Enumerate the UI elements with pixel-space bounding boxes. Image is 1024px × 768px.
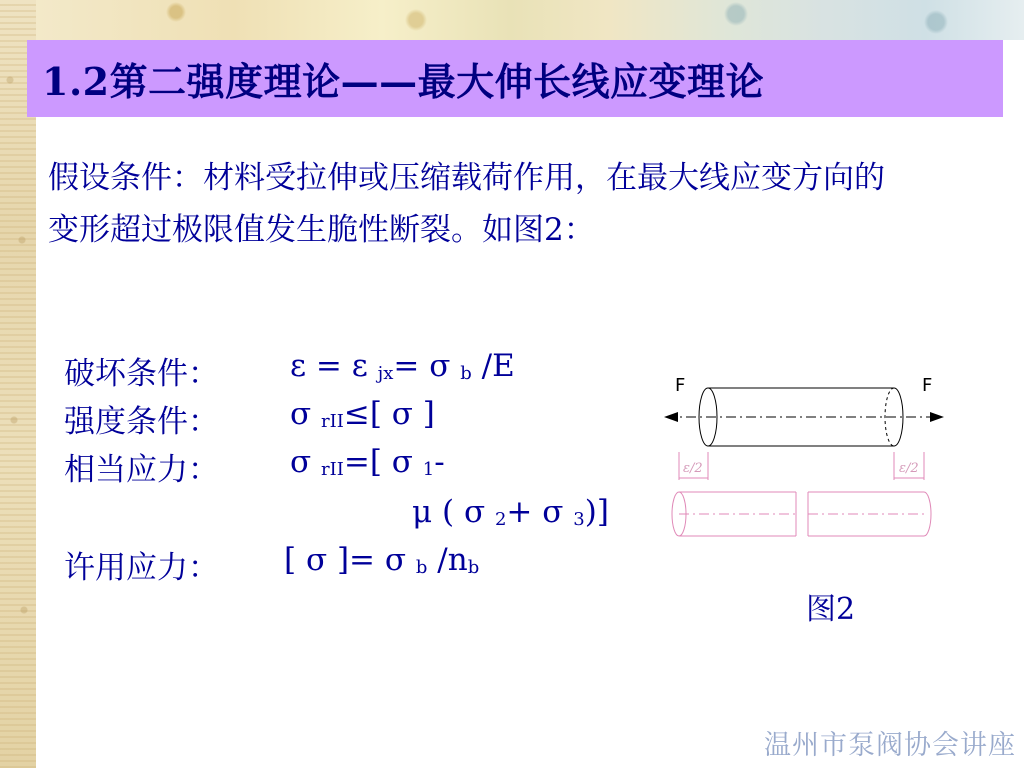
allowable-stress-formula — [284, 542, 479, 578]
figure-caption: 图2 — [806, 592, 856, 627]
formula-text: σ — [290, 444, 322, 480]
formula-subscript: b — [467, 557, 480, 578]
formula-subscript: b — [460, 363, 472, 384]
formula-text: =[ σ — [343, 444, 423, 480]
formula-text: ε = ε — [290, 348, 378, 384]
tension-specimen-figure — [662, 370, 962, 545]
strain-label-right: ε/2 — [899, 461, 919, 476]
footer-text: 温州市泵阀协会讲座 — [764, 730, 1016, 761]
formula-text: /E — [471, 348, 515, 384]
strain-marker-right — [894, 452, 924, 480]
fractured-specimen — [672, 492, 931, 536]
formula-text: - — [434, 444, 445, 480]
formula-text: μ ( σ — [412, 494, 495, 530]
equivalent-stress-formula — [290, 444, 445, 480]
formula-text: )] — [584, 494, 609, 530]
failure-condition-formula — [290, 348, 515, 384]
strain-marker-left — [679, 452, 708, 480]
strength-condition-label: 强度条件： — [64, 404, 219, 440]
strength-condition-formula — [290, 396, 435, 432]
force-label-right: F — [922, 375, 933, 396]
formula-text: ≤[ σ ] — [343, 396, 435, 432]
equivalent-stress-formula-continued — [412, 494, 609, 530]
hypothesis-paragraph: 假设条件：材料受拉伸或压缩载荷作用，在最大线应变方向的变形超过极限值发生脆性断裂。如图2： — [48, 160, 885, 248]
equivalent-stress-label: 相当应力： — [64, 452, 219, 488]
failure-condition-label: 破坏条件： — [64, 356, 219, 392]
formula-subscript: rII — [321, 411, 344, 432]
arrow-right-icon — [930, 412, 944, 422]
formula-subscript: 2 — [494, 509, 507, 530]
formula-text: [ σ ]= σ — [284, 542, 416, 578]
slide-title: 1.2第二强度理论——最大伸长线应变理论 — [42, 59, 765, 104]
formula-subscript: rII — [321, 459, 344, 480]
strain-label-left: ε/2 — [683, 461, 703, 476]
allowable-stress-label: 许用应力： — [64, 550, 219, 586]
force-label-left: F — [675, 375, 686, 396]
arrow-left-icon — [664, 412, 678, 422]
title-bar — [27, 40, 1003, 117]
formula-subscript: b — [415, 557, 428, 578]
formula-text: /n — [427, 542, 468, 578]
formula-text: σ — [290, 396, 322, 432]
formula-subscript: jx — [377, 363, 394, 384]
decorative-top-band — [36, 0, 1024, 40]
formula-subscript: 3 — [573, 509, 585, 530]
formula-subscript: 1 — [422, 459, 435, 480]
formula-text: + σ — [506, 494, 574, 530]
formula-text: = σ — [393, 348, 461, 384]
